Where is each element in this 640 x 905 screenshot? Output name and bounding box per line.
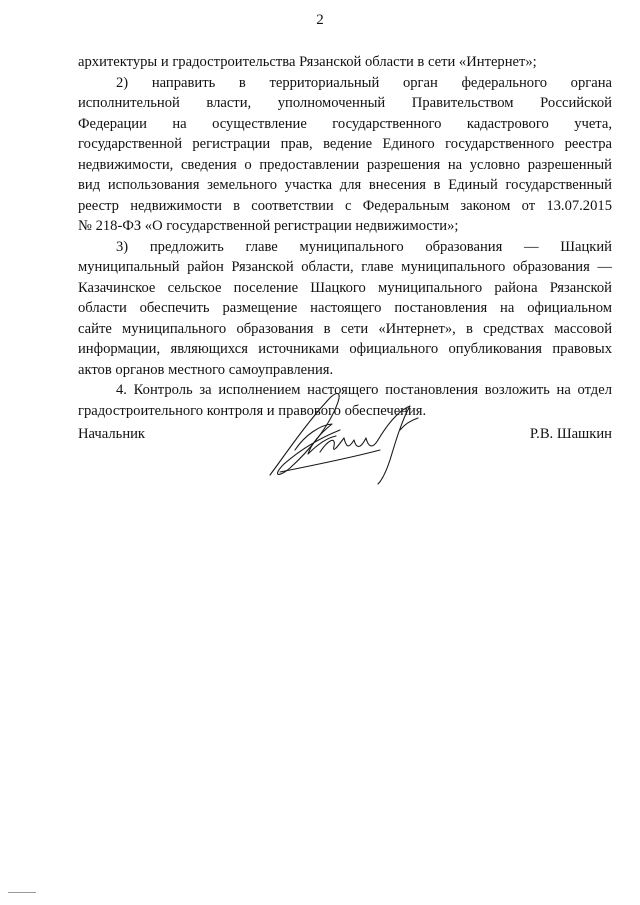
text-line: реестр недвижимости в соответствии с Федеральным законом от 13.07.2015 bbox=[78, 197, 612, 214]
text-line: 4. Контроль за исполнением настоящего постановления возложить на отдел bbox=[116, 382, 612, 398]
signatory-name: Р.В. Шашкин bbox=[529, 426, 612, 442]
text-line: информации, являющихся источниками официального опубликования правовых bbox=[78, 341, 612, 357]
footer-rule bbox=[8, 892, 36, 893]
text-line: вид использования земельного участка для внесения в Единый государственный bbox=[78, 177, 612, 193]
signatory-title: Начальник bbox=[78, 426, 146, 442]
text-line: актов органов местного самоуправления. bbox=[78, 361, 334, 378]
text-line: области обеспечить размещение настоящего постановления на официальном bbox=[78, 300, 612, 316]
handwritten-signature bbox=[250, 380, 430, 500]
text-line: Казачинское сельское поселение Шацкого муниципального района Рязанской bbox=[78, 279, 612, 296]
text-line: муниципальный район Рязанской области, главе муниципального образования — bbox=[78, 259, 612, 275]
document-body bbox=[78, 52, 612, 421]
page-number: 2 bbox=[316, 12, 324, 28]
text-line: градостроительного контроля и правового обеспечения. bbox=[78, 402, 427, 419]
text-line: 3) предложить главе муниципального образования — Шацкий bbox=[116, 238, 612, 255]
text-line: архитектуры и градостроительства Рязанской области в сети «Интернет»; bbox=[78, 54, 537, 70]
text-line: недвижимости, сведения о предоставлении разрешения на условно разрешенный bbox=[78, 156, 612, 173]
text-line: Федерации на осуществление государственного кадастрового учета, bbox=[78, 115, 612, 132]
text-line: сайте муниципального образования в сети «Интернет», в средствах массовой bbox=[78, 320, 612, 337]
text-line: № 218-ФЗ «О государственной регистрации недвижимости»; bbox=[78, 218, 459, 234]
text-line: исполнительной власти, уполномоченный Правительством Российской bbox=[78, 95, 612, 111]
text-line: 2) направить в территориальный орган федерального органа bbox=[116, 74, 612, 91]
text-line: государственной регистрации прав, ведение Единого государственного реестра bbox=[78, 136, 612, 152]
